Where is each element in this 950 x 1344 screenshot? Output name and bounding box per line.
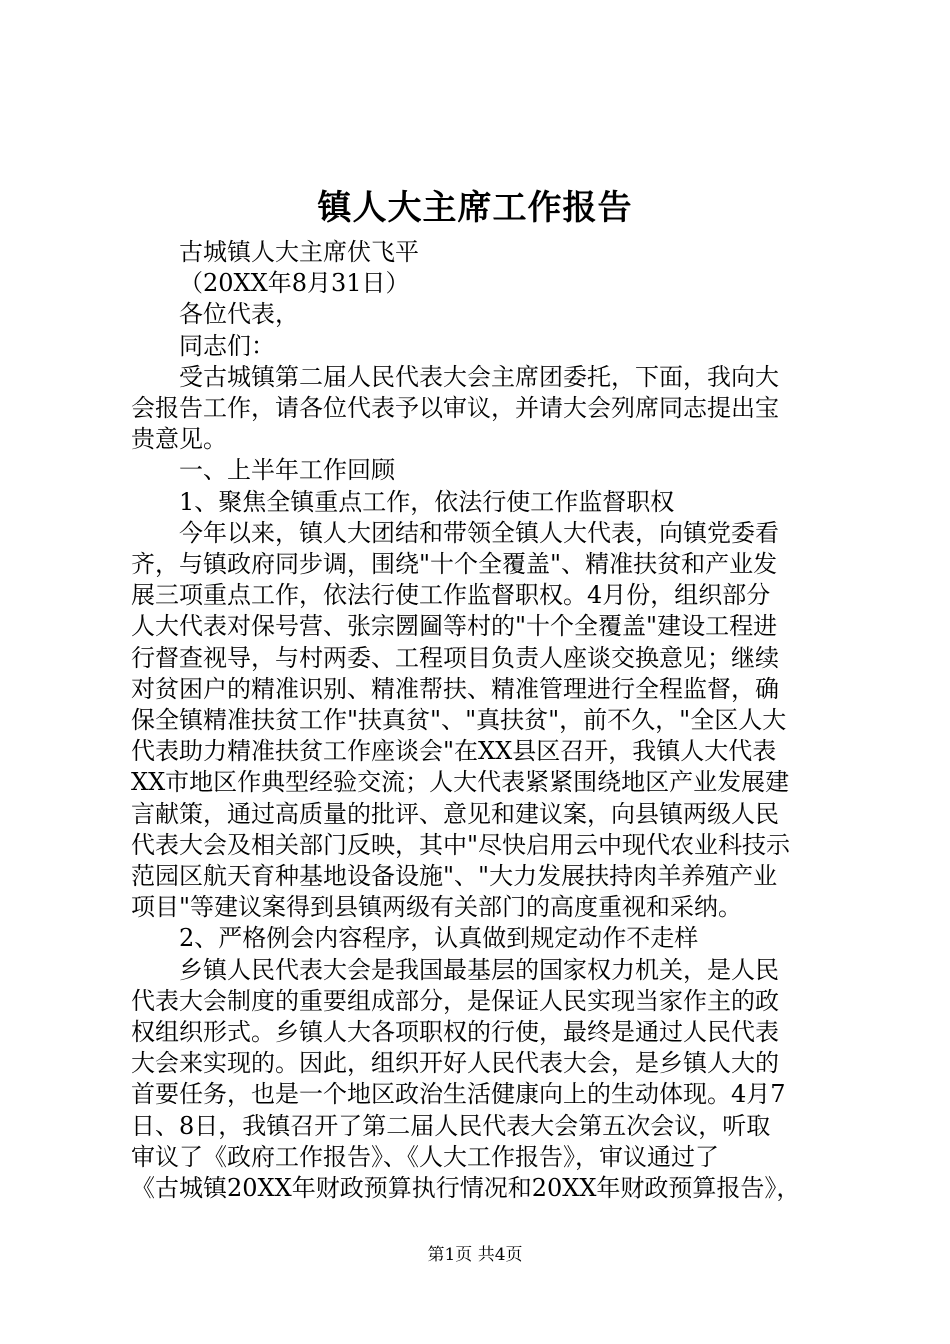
body-line: 2、严格例会内容程序，认真做到规定动作不走样 [179, 924, 699, 953]
body-line: 会报告工作，请各位代表予以审议，并请大会列席同志提出宝 [131, 394, 779, 423]
body-line: 保全镇精准扶贫工作"扶真贫"、"真扶贫"，前不久，"全区人大 [131, 706, 787, 735]
body-line: 权组织形式。乡镇人大各项职权的行使，最终是通过人民代表 [131, 1018, 779, 1047]
body-line: 行督查视导，与村两委、工程项目负责人座谈交换意见；继续 [131, 643, 779, 672]
page-footer: 第1页 共4页 [427, 1245, 523, 1265]
document-title: 镇人大主席工作报告 [317, 188, 633, 228]
body-line: 齐，与镇政府同步调，围绕"十个全覆盖"、精准扶贫和产业发 [131, 550, 778, 579]
body-line: 代表助力精准扶贫工作座谈会"在XX县区召开，我镇人大代表 [131, 737, 777, 766]
body-line: 首要任务，也是一个地区政治生活健康向上的生动体现。4月7 [131, 1080, 786, 1109]
body-line: 对贫困户的精准识别、精准帮扶、精准管理进行全程监督，确 [131, 674, 779, 703]
body-line: 人大代表对保号营、张宗圐圙等村的"十个全覆盖"建设工程进 [131, 612, 778, 641]
body-line: XX市地区作典型经验交流；人大代表紧紧围绕地区产业发展建 [131, 768, 790, 797]
document-body [131, 237, 831, 1204]
body-line: 项目"等建议案得到县镇两级有关部门的高度重视和采纳。 [131, 893, 743, 922]
body-line: 范园区航天育种基地设备设施"、"大力发展扶持肉羊养殖产业 [131, 862, 778, 891]
body-line: 代表大会制度的重要组成部分，是保证人民实现当家作主的政 [131, 986, 779, 1015]
body-line: 受古城镇第二届人民代表大会主席团委托，下面，我向大 [179, 362, 779, 391]
body-line: 今年以来，镇人大团结和带领全镇人大代表，向镇党委看 [179, 518, 779, 547]
body-line: 同志们： [179, 331, 275, 360]
body-line: 大会来实现的。因此，组织开好人民代表大会，是乡镇人大的 [131, 1049, 779, 1078]
body-line: 乡镇人民代表大会是我国最基层的国家权力机关，是人民 [179, 955, 779, 984]
body-line: 审议了《政府工作报告》、《人大工作报告》，审议通过了 [131, 1142, 719, 1171]
body-line: 日、8日，我镇召开了第二届人民代表大会第五次会议，听取 [131, 1111, 771, 1140]
body-line: 古城镇人大主席伏飞平 [179, 238, 419, 266]
body-line: 贵意见。 [131, 425, 227, 454]
body-line: 展三项重点工作，依法行使工作监督职权。4月份，组织部分 [131, 581, 771, 610]
body-line: 《古城镇20XX年财政预算执行情况和20XX年财政预算报告》， [131, 1174, 801, 1203]
body-line: （20XX年8月31日） [179, 269, 410, 298]
body-line: 代表大会及相关部门反映，其中"尽快启用云中现代农业科技示 [131, 830, 791, 859]
body-line: 一、上半年工作回顾 [179, 456, 395, 485]
body-line: 各位代表， [179, 300, 299, 329]
body-line: 1、聚焦全镇重点工作，依法行使工作监督职权 [179, 487, 675, 516]
body-line: 言献策，通过高质量的批评、意见和建议案，向县镇两级人民 [131, 799, 779, 828]
